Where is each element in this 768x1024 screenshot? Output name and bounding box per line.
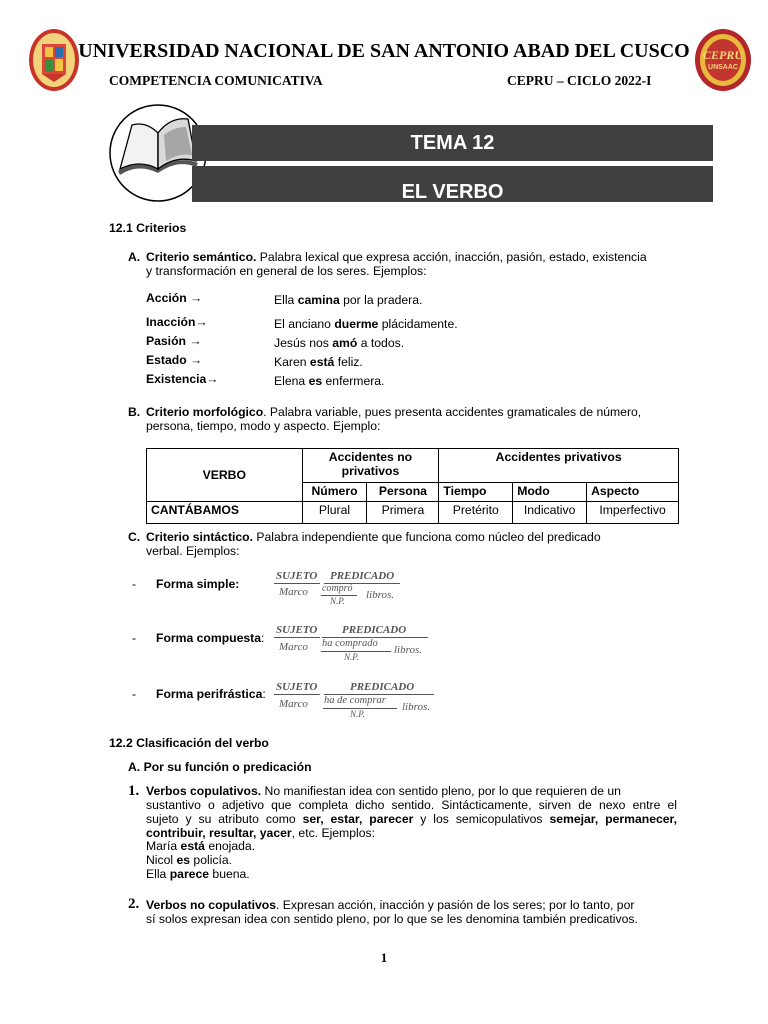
criterio-semantico-text-2: y transformación en general de los seres. Ejemplos: — [146, 264, 427, 278]
table-header-privativos: Accidentes privativos — [439, 449, 679, 483]
university-title: UNIVERSIDAD NACIONAL DE SAN ANTONIO ABAD DEL CUSCO — [78, 40, 690, 62]
item-number-2: 2. — [128, 896, 140, 912]
table-col-modo: Modo — [513, 483, 587, 502]
table-header-no-privativos: Accidentes no privativos — [302, 449, 439, 483]
table-col-persona: Persona — [367, 483, 439, 502]
example-sentence: El anciano duerme plácidamente. — [274, 317, 458, 331]
marker-a: A. — [128, 250, 141, 264]
criterio-morfologico-text-1: . Palabra variable, pues presenta accidentes gramaticales de número, — [263, 405, 642, 419]
criterio-sintactico — [146, 531, 677, 545]
copulativo-example: Ella parece buena. — [146, 867, 250, 881]
copulativo-example: Nicol es policía. — [146, 853, 233, 867]
table-cell: Primera — [367, 502, 439, 524]
cepru-logo-text: CEPRU — [702, 48, 743, 62]
form-label-simple: Forma simple: — [156, 577, 240, 591]
subheading-funcion: A. Por su función o predicación — [128, 760, 312, 774]
item-number-1: 1. — [128, 783, 140, 799]
criterio-morfologico — [146, 406, 677, 420]
copulativo-example: María está enojada. — [146, 839, 256, 853]
table-cell: Imperfectivo — [587, 502, 679, 524]
copulativos-line-2: sustantivo o adjetivo que completa dicho sentido. Sintácticamente, sirven de nexo entre el — [146, 798, 677, 812]
no-copulativos-line-2: sí solos expresan idea con sentido pleno, por lo que se les denomina también predicativos. — [146, 912, 638, 926]
accidents-table — [146, 448, 679, 524]
cepru-logo-small: UNSAAC — [708, 64, 738, 71]
example-sentence: Jesús nos amó a todos. — [274, 336, 405, 350]
table-col-aspecto: Aspecto — [587, 483, 679, 502]
form-dash: - — [132, 687, 137, 701]
example-label: Existencia→ — [146, 372, 219, 386]
course-cycle: CEPRU – CICLO 2022-I — [507, 73, 652, 88]
no-copulativos-line-1: Verbos no copulativos. Expresan acción, inacción y pasión de los seres; por lo tanto, por — [146, 898, 635, 912]
table-cell: Indicativo — [513, 502, 587, 524]
example-sentence: Ella camina por la pradera. — [274, 293, 423, 307]
course-name: COMPETENCIA COMUNICATIVA — [109, 73, 323, 88]
form-diagram-perifrastica: SUJETO PREDICADO Marco ha de comprar N.P. libros. — [274, 681, 444, 723]
table-cell: Pretérito — [439, 502, 513, 524]
tema-banner: TEMA 12 — [192, 125, 713, 161]
page-number: 1 — [380, 950, 388, 965]
criterio-semantico-text-1: Palabra lexical que expresa acción, inacción, pasión, estado, existencia — [256, 250, 647, 264]
example-label: Inacción→ — [146, 315, 208, 329]
criterio-sintactico-text-2: verbal. Ejemplos: — [146, 544, 240, 558]
form-diagram-simple: SUJETO PREDICADO Marco compró N.P. libros. — [274, 570, 404, 610]
criterio-semantico-title: Criterio semántico. — [146, 250, 257, 264]
section-heading-criterios: 12.1 Criterios — [109, 221, 187, 235]
criterio-sintactico-text-1: Palabra independiente que funciona como núcleo del predicado — [253, 530, 601, 544]
section-heading-clasificacion: 12.2 Clasificación del verbo — [109, 736, 269, 750]
table-header-verbo: VERBO — [147, 449, 303, 502]
criterio-sintactico-title: Criterio sintáctico. — [146, 530, 254, 544]
form-label-perifrastica: Forma perifrástica: — [156, 687, 266, 701]
example-label: Pasión → — [146, 334, 202, 348]
table-cell: Plural — [302, 502, 367, 524]
example-sentence: Karen está feliz. — [274, 355, 363, 369]
criterio-morfologico-title: Criterio morfológico — [146, 405, 264, 419]
example-label: Estado → — [146, 353, 203, 367]
title-banner: EL VERBO — [192, 166, 713, 202]
form-label-compuesta: Forma compuesta: — [156, 631, 265, 645]
table-col-numero: Número — [302, 483, 367, 502]
example-label: Acción → — [146, 291, 203, 305]
criterio-semantico — [146, 251, 677, 265]
example-sentence: Elena es enfermera. — [274, 374, 385, 388]
table-cell-verb: CANTÁBAMOS — [147, 502, 303, 524]
form-diagram-compuesta: SUJETO PREDICADO Marco ha comprado N.P. libros. — [274, 624, 434, 666]
copulativos-line-4: contribuir, resultar, yacer, etc. Ejemplos: — [146, 826, 375, 840]
form-dash: - — [132, 631, 137, 645]
form-dash: - — [132, 577, 137, 591]
copulativos-line-1: Verbos copulativos. No manifiestan idea con sentido pleno, por lo que requieren de un — [146, 784, 621, 798]
table-row — [147, 502, 679, 524]
table-col-tiempo: Tiempo — [439, 483, 513, 502]
marker-b: B. — [128, 405, 141, 419]
marker-c: C. — [128, 530, 141, 544]
criterio-morfologico-text-2: persona, tiempo, modo y aspecto. Ejemplo: — [146, 419, 381, 433]
copulativos-line-3: sujeto y su atributo como ser, estar, parecer y los semicopulativos semejar, permanecer, — [146, 812, 677, 826]
